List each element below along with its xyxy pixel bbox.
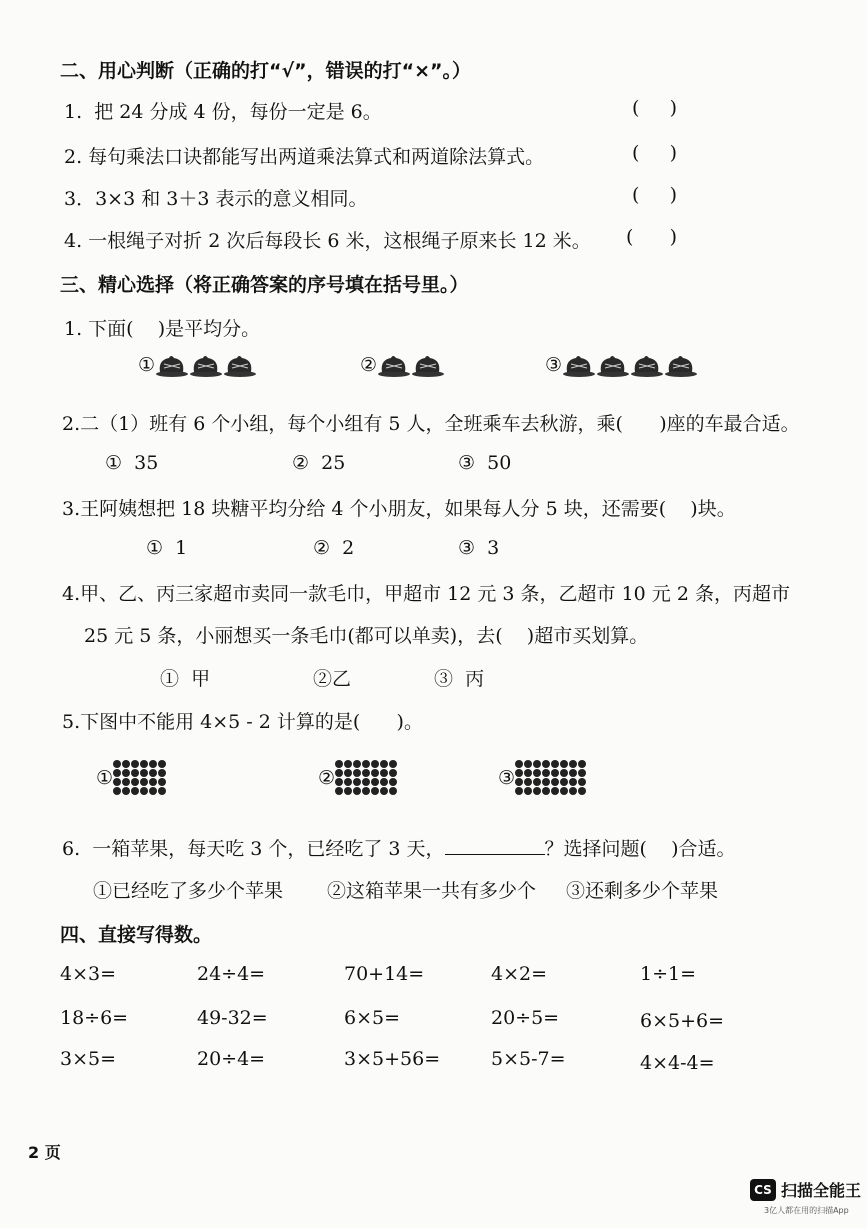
dot (335, 760, 343, 768)
dot (371, 760, 379, 768)
dot (515, 778, 523, 786)
page-number: 2 页 (28, 1143, 61, 1162)
watermark-subtitle: 3亿人都在用的扫描App (764, 1206, 849, 1215)
dot (569, 769, 577, 777)
dot (524, 760, 532, 768)
dot (131, 769, 139, 777)
dot (362, 778, 370, 786)
dot (122, 760, 130, 768)
dot (542, 769, 550, 777)
calc-item: 5×5-7= (491, 1048, 566, 1070)
dot (551, 787, 559, 795)
q6-option-3[interactable]: ③还剩多少个苹果 (566, 880, 719, 902)
dot (569, 778, 577, 786)
dot (560, 778, 568, 786)
dot (140, 769, 148, 777)
q1-option-1 (138, 352, 257, 378)
dot (551, 778, 559, 786)
dot (371, 778, 379, 786)
dot (335, 769, 343, 777)
calc-item: 6×5+6= (640, 1010, 725, 1032)
fruit-plate-icon (596, 352, 630, 378)
q6-stem (62, 834, 736, 861)
scanner-watermark (750, 1178, 861, 1201)
dot (380, 778, 388, 786)
q4-stem-line1: 4.甲、乙、丙三家超市卖同一款毛巾，甲超市 12 元 3 条，乙超市 10 元 2 条，丙超市 (62, 583, 790, 605)
dot (533, 760, 541, 768)
q4-option-3[interactable]: ③ 丙 (434, 668, 485, 690)
dot-array (515, 760, 586, 795)
dot (551, 769, 559, 777)
dot (113, 778, 121, 786)
q3-option-2[interactable]: ② 2 (313, 537, 355, 559)
dot (389, 760, 397, 768)
dot (335, 787, 343, 795)
dot (149, 787, 157, 795)
dot (344, 787, 352, 795)
dot (113, 787, 121, 795)
fruit-plate-icon (155, 352, 189, 378)
dot (353, 778, 361, 786)
q1-option-3 (545, 352, 698, 378)
dot (362, 760, 370, 768)
q3-option-1[interactable]: ① 1 (146, 537, 188, 559)
fruit-plate-icon (630, 352, 664, 378)
dot (569, 760, 577, 768)
q5-label-2: ② (318, 766, 336, 789)
fruit-plate-icon (562, 352, 596, 378)
camscanner-logo-icon: CS (750, 1179, 776, 1201)
q3-option-3[interactable]: ③ 3 (458, 537, 500, 559)
dot (380, 769, 388, 777)
dot-array (113, 760, 166, 795)
dot (578, 778, 586, 786)
dot (578, 769, 586, 777)
dot (131, 787, 139, 795)
q5-stem: 5.下图中不能用 4×5 - 2 计算的是( )。 (62, 711, 423, 733)
dot (515, 760, 523, 768)
dot (353, 787, 361, 795)
dot (113, 769, 121, 777)
q1-label-2: ② (360, 354, 378, 376)
q1-label-3: ③ (545, 354, 563, 376)
dot (515, 787, 523, 795)
calc-item: 4×4-4= (640, 1052, 715, 1074)
dot (533, 778, 541, 786)
dot (578, 760, 586, 768)
calc-item: 20÷4= (197, 1048, 266, 1070)
calc-item: 4×2= (491, 963, 548, 985)
q6-stem-part-b: ？选择问题( )合适。 (544, 838, 736, 860)
fruit-plate-icon (664, 352, 698, 378)
judge-item-4: 4. 一根绳子对折 2 次后每段长 6 米，这根绳子原来长 12 米。 (64, 230, 591, 252)
section3-title: 三、精心选择（将正确答案的序号填在括号里。） (60, 274, 469, 296)
calc-item: 70+14= (344, 963, 425, 985)
dot (131, 760, 139, 768)
judge-paren-2[interactable]: ( ) (632, 142, 678, 164)
q4-stem-line2: 25 元 5 条，小丽想买一条毛巾(都可以单卖)，去( )超市买划算。 (84, 625, 649, 647)
dot (335, 778, 343, 786)
judge-paren-3[interactable]: ( ) (632, 184, 678, 206)
dot (560, 760, 568, 768)
fruit-plate-icon (223, 352, 257, 378)
dot (122, 769, 130, 777)
dot (389, 778, 397, 786)
dot (353, 769, 361, 777)
calc-item: 3×5+56= (344, 1048, 441, 1070)
dot (149, 778, 157, 786)
dot (344, 760, 352, 768)
q1-label-1: ① (138, 354, 156, 376)
q6-option-1[interactable]: ①已经吃了多少个苹果 (93, 880, 284, 902)
watermark-name: 扫描全能王 (781, 1181, 862, 1200)
dot (515, 769, 523, 777)
q1-option-2 (360, 352, 445, 378)
dot (380, 787, 388, 795)
dot (542, 760, 550, 768)
q4-option-1[interactable]: ① 甲 (160, 668, 211, 690)
dot (131, 778, 139, 786)
dot (353, 760, 361, 768)
q6-option-2[interactable]: ②这箱苹果一共有多少个 (327, 880, 537, 902)
dot (371, 787, 379, 795)
q1-stem: 1. 下面( )是平均分。 (64, 318, 261, 340)
dot (158, 769, 166, 777)
dot (524, 769, 532, 777)
calc-item: 18÷6= (60, 1007, 129, 1029)
dot (560, 769, 568, 777)
dot (344, 778, 352, 786)
dot (149, 760, 157, 768)
q5-label-3: ③ (498, 766, 516, 789)
q2-stem: 2.二（1）班有 6 个小组，每个小组有 5 人，全班乘车去秋游，乘( )座的车最合适。 (62, 413, 800, 435)
q2-option-1[interactable]: ① 35 (105, 452, 159, 474)
dot (542, 787, 550, 795)
judge-item-3: 3．3×3 和 3＋3 表示的意义相同。 (64, 188, 368, 210)
fruit-plate-icon (411, 352, 445, 378)
dot (362, 769, 370, 777)
q2-option-2[interactable]: ② 25 (292, 452, 346, 474)
dot (113, 760, 121, 768)
calc-item: 20÷5= (491, 1007, 560, 1029)
dot (140, 778, 148, 786)
q2-option-3[interactable]: ③ 50 (458, 452, 512, 474)
q5-label-1: ① (96, 766, 114, 789)
calc-item: 49-32= (197, 1007, 268, 1029)
dot-array (335, 760, 397, 795)
dot (389, 769, 397, 777)
dot (158, 787, 166, 795)
dot (542, 778, 550, 786)
fruit-plate-icon (189, 352, 223, 378)
dot (524, 787, 532, 795)
q6-blank[interactable] (445, 836, 545, 855)
dot (122, 778, 130, 786)
calc-item: 3×5= (60, 1048, 117, 1070)
section2-title: 二、用心判断（正确的打“√”，错误的打“×”。） (60, 60, 472, 82)
q5-option-3 (498, 760, 586, 795)
calc-item: 6×5= (344, 1007, 401, 1029)
dot (569, 787, 577, 795)
q6-stem-part-a: 6. 一箱苹果，每天吃 3 个，已经吃了 3 天， (62, 838, 445, 860)
dot (533, 769, 541, 777)
dot (389, 787, 397, 795)
calc-item: 24÷4= (197, 963, 266, 985)
calc-item: 4×3= (60, 963, 117, 985)
dot (158, 760, 166, 768)
q4-option-2[interactable]: ②乙 (313, 668, 352, 690)
judge-item-2: 2. 每句乘法口诀都能写出两道乘法算式和两道除法算式。 (64, 146, 545, 168)
dot (560, 787, 568, 795)
judge-paren-4[interactable]: ( ) (626, 226, 678, 248)
q3-stem: 3.王阿姨想把 18 块糖平均分给 4 个小朋友，如果每人分 5 块，还需要( )块。 (62, 498, 736, 520)
dot (140, 787, 148, 795)
dot (362, 787, 370, 795)
judge-item-1: 1. 把 24 分成 4 份，每份一定是 6。 (64, 101, 382, 123)
dot (122, 787, 130, 795)
fruit-plate-icon (377, 352, 411, 378)
section4-title: 四、直接写得数。 (60, 924, 213, 946)
q5-option-2 (318, 760, 397, 795)
q5-option-1 (96, 760, 166, 795)
dot (149, 769, 157, 777)
dot (344, 769, 352, 777)
dot (551, 760, 559, 768)
judge-paren-1[interactable]: ( ) (632, 97, 678, 119)
calc-item: 1÷1= (640, 963, 697, 985)
dot (158, 778, 166, 786)
dot (578, 787, 586, 795)
dot (140, 760, 148, 768)
dot (524, 778, 532, 786)
dot (380, 760, 388, 768)
dot (533, 787, 541, 795)
dot (371, 769, 379, 777)
